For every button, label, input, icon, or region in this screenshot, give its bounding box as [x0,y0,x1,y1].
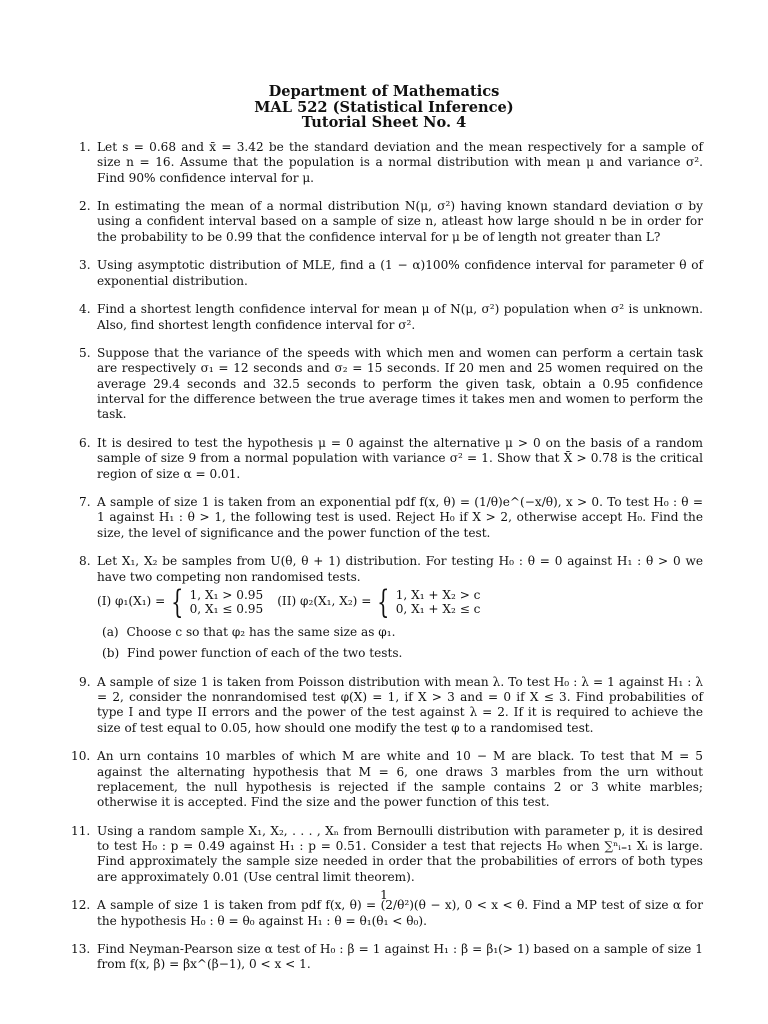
left-brace-icon: { [377,582,390,621]
problem-text: A sample of size 1 is taken from pdf f(x, θ) = (2/θ²)(θ − x), 0 < x < θ. Find a MP test of size α for the hypothesis H₀ : θ = θ₀ against H₁ : θ = θ₁(θ₁ < θ₀). [97,898,703,928]
subpart-item [102,646,703,661]
problem-item [80,140,703,186]
test-one [97,582,264,621]
subpart-text: Find power function of each of the two tests. [127,646,403,661]
problem-text: Using a random sample X₁, X₂, . . . , Xₙ from Bernoulli distribution with parameter p, it is desired to test H₀ : p = 0.49 against H₁ : p = 0.51. Consider a test that rejects H₀ when ∑ⁿᵢ₌₁ Xᵢ is large. Find approximately the sample size needed in order that the probabilities of errors of both types are approximately 0.01 (Use central limit theorem). [97,823,703,884]
problem-text: Find Neyman-Pearson size α test of H₀ : β = 1 against H₁ : β = β₁(> 1) based on a sample of size 1 from f(x, β) = βx^(β−1), 0 < x < 1. [97,942,703,972]
problem-item [71,823,703,885]
problem-item [80,675,703,736]
problem-item [71,942,703,973]
problem-list [71,140,703,986]
problem-item [80,258,703,289]
problem-number: 6. [79,435,91,450]
problem-text: An urn contains 10 marbles of which M are white and 10 − M are black. To test that M = 5 against the alternating hypothesis that M = 6, one draws 3 marbles from the urn without replacement, the null hypothesis is rejected if the sample contains 2 or 3 white marbles; otherwise it is accepted. Find the size and the power function of this test. [97,749,703,810]
problem-number: 4. [79,302,91,317]
problem-number: 5. [79,346,91,361]
competing-tests [97,582,703,621]
problem-text: Using asymptotic distribution of MLE, find a (1 − α)100% confidence interval for parameter θ of exponential distribution. [97,258,703,288]
test-two-case-accept: 0, X₁ + X₂ ≤ c [395,601,481,616]
problem-number: 2. [79,199,91,214]
problem-text: Let X₁, X₂ be samples from U(θ, θ + 1) distribution. For testing H₀ : θ = 0 against H₁ : θ > 0 we have two competing non randomised tests. [97,554,703,584]
problem-number: 7. [79,495,91,510]
problem-text: In estimating the mean of a normal distribution N(μ, σ²) having known standard deviation σ by using a confident interval based on a sample of size n, atleast how large should n be in order for the probability to be 0.99 that the confidence interval for μ be of length not greater than L? [97,199,703,244]
test-one-label: (I) φ₁(X₁) = [97,594,166,609]
problem-item [71,749,703,810]
problem-text: Let s = 0.68 and x̄ = 3.42 be the standard deviation and the mean respectively for a sample of size n = 16. Assume that the population is a normal distribution with mean μ and variance σ². Find 90% confidence interval for μ. [97,140,703,185]
test-one-cases [190,588,264,616]
problem-item [71,898,703,929]
problem-number: 1. [79,140,91,154]
problem-text: It is desired to test the hypothesis μ = 0 against the alternative μ > 0 on the basis of a random sample of size 9 from a normal population with variance σ² = 1. Show that X̄ > 0.78 is the critical region of size α = 0.01. [97,435,703,481]
problem-number: 10. [71,749,91,764]
test-two [277,582,481,621]
department-title: Department of Mathematics [268,83,500,100]
test-two-label: (II) φ₂(X₁, X₂) = [277,594,372,609]
problem-text: Suppose that the variance of the speeds with which men and women can perform a certain task are respectively σ₁ = 12 seconds and σ₂ = 15 seconds. If 20 men and 25 women required on the average 29.4 seconds and 32.5 seconds to perform the given task, obtain a 0.95 confidence interval for the difference between the true average times it takes men and women to perform the task. [97,346,703,422]
test-one-case-accept: 0, X₁ ≤ 0.95 [189,601,264,616]
test-two-cases [396,588,481,616]
problem-item [80,199,703,245]
problem-item [80,495,703,541]
subpart-text: Choose c so that φ₂ has the same size as φ₁. [126,624,396,639]
sheet-title: Tutorial Sheet No. 4 [301,114,467,131]
course-title: MAL 522 (Statistical Inference) [254,98,514,116]
subpart-item [102,625,703,640]
problem-item [80,346,703,422]
problem-number: 9. [79,674,91,689]
test-two-case-reject: 1, X₁ + X₂ > c [395,587,481,602]
test-one-case-reject: 1, X₁ > 0.95 [189,587,264,602]
document-header [0,84,768,131]
problem-number: 12. [71,898,91,913]
subpart-list [97,625,703,662]
problem-text: A sample of size 1 is taken from Poisson distribution with mean λ. To test H₀ : λ = 1 against H₁ : λ = 2, consider the nonrandomised test φ(X) = 1, if X > 3 and = 0 if X ≤ 3. Find probabilities of type I and type II errors and the power of the test against λ = 2. If it is required to achieve the size of test equal to 0.05, how should one modify the test φ to a randomised test. [97,674,703,735]
page-number: 1 [380,888,388,902]
problem-item [80,436,703,482]
problem-number: 8. [79,554,91,569]
problem-item [80,554,703,661]
problem-item [80,302,703,333]
problem-number: 13. [71,942,91,957]
problem-text: Find a shortest length confidence interval for mean μ of N(μ, σ²) population when σ² is unknown. Also, find shortest length confidence interval for σ². [97,302,703,332]
subpart-label: (b) [102,646,120,661]
problem-number: 11. [71,823,91,838]
problem-text: A sample of size 1 is taken from an exponential pdf f(x, θ) = (1/θ)e^(−x/θ), x > 0. To test H₀ : θ = 1 against H₁ : θ > 1, the following test is used. Reject H₀ if X > 2, otherwise accept H₀. Find the size, the level of significance and the power function of the test. [97,495,703,540]
subpart-label: (a) [102,624,119,639]
left-brace-icon: { [171,582,184,621]
problem-number: 3. [79,258,91,273]
